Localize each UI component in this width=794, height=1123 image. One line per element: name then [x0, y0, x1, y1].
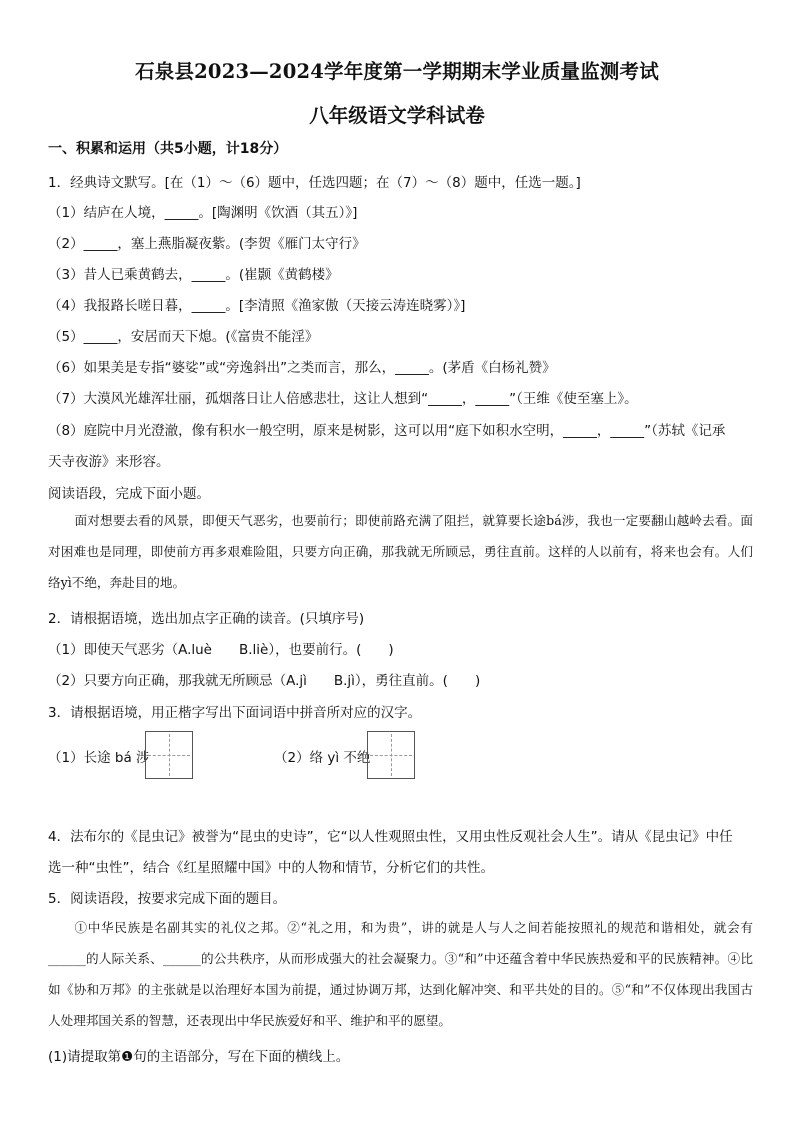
- q1-item-8-cont: 天寺夜游》来形容。: [48, 454, 170, 470]
- q1-item-2: （2）_____，塞上燕脂凝夜紫。(李贺《雁门太守行》: [48, 236, 366, 252]
- q1-item-4: （4）我报路长嗟日暮，_____。[李清照《渔家傲（天接云涛连晓雾）》]: [48, 298, 466, 314]
- q3-item-1: （1）长途 bá 涉: [48, 750, 150, 766]
- q3-stem: 3．请根据语境，用正楷字写出下面词语中拼音所对应的汉字。: [48, 705, 422, 721]
- exam-subtitle: 八年级语文学科试卷: [309, 104, 485, 127]
- q4-line-2: 选一种“虫性”，结合《红星照耀中国》中的人物和情节，分析它们的共性。: [48, 860, 494, 876]
- q1-stem: 1．经典诗文默写。[在（1）～（6）题中，任选四题；在（7）～（8）题中，任选一题。]: [48, 175, 581, 191]
- writing-grid-box-1[interactable]: [145, 731, 193, 779]
- q5-stem: 5．阅读语段，按要求完成下面的题目。: [48, 891, 287, 907]
- q5-passage-text: ①中华民族是名副其实的礼仪之邦。②“礼之用，和为贵”，讲的就是人与人之间若能按照礼的规范和谐相处，就会有______的人际关系、______的公共秩序，从而形成强大的社会凝聚力。③“和”中还蕴含着中华民族热爱和平的民族精神。④比如《协和万邦》的主张就是以治理好本国为前提，通过协调万邦，达到化解冲突、和平共处的目的。⑤“和”不仅体现出我国古人处理邦国关系的智慧，还表现出中华民族爱好和平、维护和平的愿望。: [48, 920, 753, 1028]
- q1-item-7: （7）大漠风光雄浑壮丽，孤烟落日让人倍感悲壮，这让人想到“_____，_____”（王维《使至塞上》。: [48, 391, 638, 407]
- writing-grid-box-2[interactable]: [367, 731, 415, 779]
- q1-item-5: （5）_____，安居而天下熄。(《富贵不能淫》: [48, 329, 319, 345]
- q2-stem: 2．请根据语境，选出加点字正确的读音。(只填序号): [48, 611, 365, 627]
- q1-item-3: （3）昔人已乘黄鹤去，_____。(崔颢《黄鹤楼》: [48, 267, 339, 283]
- q3-item-2: （2）络 yì 不绝: [274, 750, 371, 766]
- q5-sub-1: (1)请提取第❶句的主语部分，写在下面的横线上。: [48, 1049, 350, 1065]
- q1-item-8: （8）庭院中月光澄澈，像有积水一般空明，原来是树影，这可以用“庭下如积水空明，_____，_____”（苏轼《记承: [48, 423, 726, 439]
- q1-item-6: （6）如果美是专指“婆娑”或“旁逸斜出”之类而言，那么，_____。(茅盾《白杨礼赞》: [48, 360, 556, 376]
- q5-passage: [48, 912, 753, 1036]
- exam-title: 石泉县2023—2024学年度第一学期期末学业质量监测考试: [135, 60, 659, 83]
- q2-item-1: （1）即使天气恶劣（A.luè B.liè），也要前行。( ): [48, 642, 394, 658]
- q2-item-2: （2）只要方向正确，那我就无所顾忌（A.jì B.jì），勇往直前。( ): [48, 673, 481, 689]
- q1-item-1: （1）结庐在人境，_____。[陶渊明《饮酒（其五）》]: [48, 205, 358, 221]
- q4-line-1: 4．法布尔的《昆虫记》被誉为“昆虫的史诗”，它“以人性观照虫性，又用虫性反观社会人生”。请从《昆虫记》中任: [48, 829, 733, 845]
- reading-intro: 阅读语段，完成下面小题。: [48, 486, 210, 502]
- section-heading: 一、积累和运用（共5小题，计18分）: [48, 141, 288, 157]
- reading-passage: [48, 505, 753, 598]
- reading-passage-text: 面对想要去看的风景，即便天气恶劣，也要前行；即使前路充满了阻拦，就算要长途bá涉，我也一定要翻山越岭去看。面对困难也是同理，即使前方再多艰难险阻，只要方向正确，那我就无所顾忌，勇往直前。这样的人以前有，将来也会有。人们络yì不绝，奔赴目的地。: [48, 513, 753, 590]
